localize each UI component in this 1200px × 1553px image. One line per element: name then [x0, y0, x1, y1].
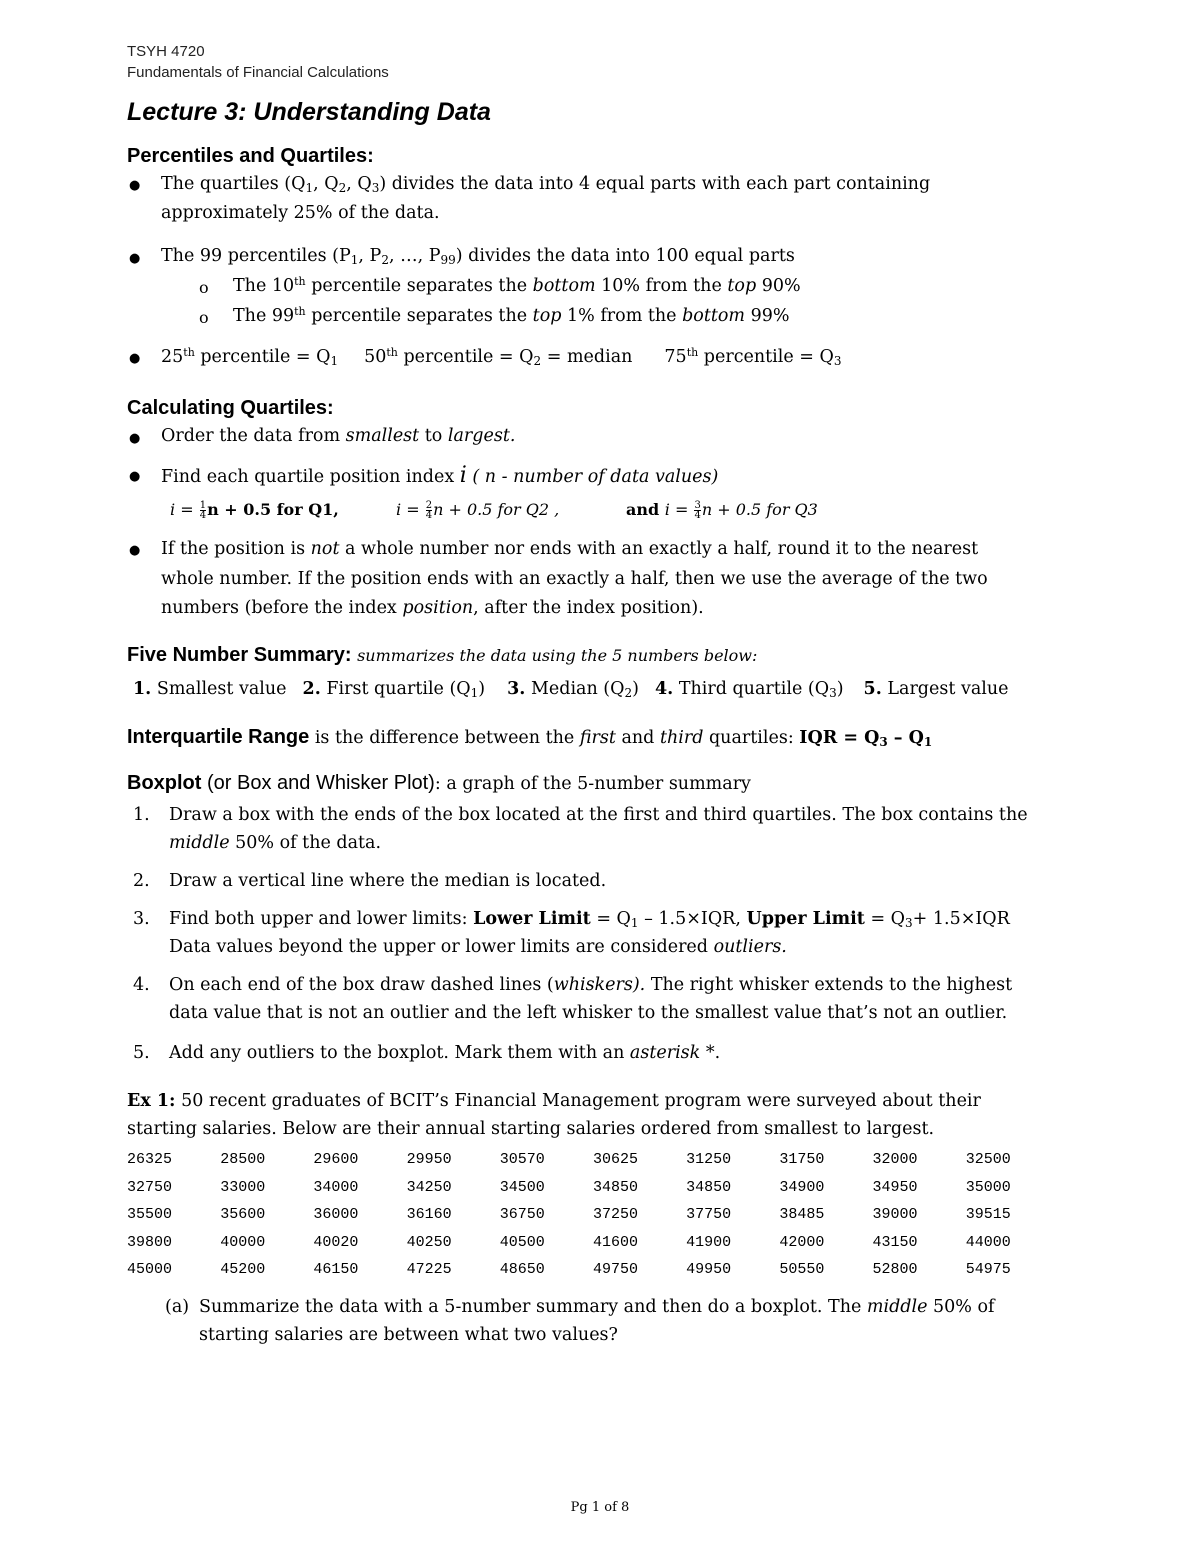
rounding-rule: If the position is not a whole number nor ends with an exactly a half, round it to the nearest [161, 539, 979, 559]
rounding-rule-line3: numbers (before the index position, after the index position). [161, 598, 704, 618]
table-row: 39800 40000 40020 40250 40500 41600 41900 42000 43150 44000 [127, 1233, 1011, 1251]
quartile-percentile-equivalence: 25th percentile = Q1 50th percentile = Q2 = median 75th percentile = Q3 [161, 346, 842, 368]
boxplot-step-4: On each end of the box draw dashed lines (whiskers). The right whisker extends to the highest [169, 975, 1013, 995]
bullet-icon: ● [129, 543, 141, 558]
percentile-10-note: The 10th percentile separates the bottom 10% from the top 90% [233, 275, 801, 296]
q1-formula: i = $\frac{1}{4}$ n + 0.5 for Q1, [170, 500, 339, 521]
lecture-title: Lecture 3: Understanding Data [127, 98, 491, 126]
table-row: 35500 35600 36000 36160 36750 37250 37750 38485 39000 39515 [127, 1206, 1011, 1223]
q2-formula: i = $\frac{2}{4}$ n + 0.5 for Q2 , [396, 500, 560, 521]
order-data-step: Order the data from smallest to largest. [161, 426, 516, 446]
iqr-formula: IQR = Q3 – Q1 [799, 728, 933, 749]
boxplot-heading: Boxplot (or Box and Whisker Plot): a graph of the 5-number summary [127, 772, 751, 794]
step-number: 4. [133, 975, 150, 995]
q3-formula: and i = $\frac{3}{4}$ n + 0.5 for Q3 [626, 500, 818, 521]
circle-bullet-icon: o [199, 308, 209, 327]
boxplot-step-2: Draw a vertical line where the median is located. [169, 871, 607, 891]
bullet-icon: ● [129, 178, 141, 193]
five-number-summary-list: 1. Smallest value 2. First quartile (Q1) 3. Median (Q2) 4. Third quartile (Q3) 5. Largest value [133, 679, 1009, 700]
boxplot-step-3: Find both upper and lower limits: Lower Limit = Q1 – 1.5×IQR, Upper Limit = Q3+ 1.5×IQR [169, 909, 1010, 930]
boxplot-step-3-line2: Data values beyond the upper or lower limits are considered outliers. [169, 937, 787, 957]
step-number: 1. [133, 805, 150, 825]
bullet-icon: ● [129, 251, 141, 266]
table-row: 32750 33000 34000 34250 34500 34850 34850 34900 34950 35000 [127, 1178, 1011, 1196]
course-code: TSYH 4720 [127, 43, 205, 60]
position-index-step: Find each quartile position index i ( n - number of data values) [161, 463, 719, 488]
question-a-label: (a) [165, 1297, 190, 1317]
step-number: 2. [133, 871, 150, 891]
percentile-99-note: The 99th percentile separates the top 1% from the bottom 99% [233, 305, 790, 326]
boxplot-step-4-line2: data value that is not an outlier and the left whisker to the smallest value that’s not an outlier. [169, 1003, 1008, 1023]
rounding-rule-line2: whole number. If the position ends with an exactly a half, then we use the average of the two [161, 569, 988, 589]
percentiles-definition: The 99 percentiles (P1, P2, …, P99) divides the data into 100 equal parts [161, 246, 795, 267]
course-name: Fundamentals of Financial Calculations [127, 64, 389, 81]
question-a: Summarize the data with a 5-number summary and then do a boxplot. The middle 50% of [199, 1297, 995, 1317]
salary-data-table [127, 1151, 1059, 1289]
example-1-intro-line2: starting salaries. Below are their annual starting salaries ordered from smallest to largest. [127, 1119, 935, 1139]
quartiles-definition-line2: approximately 25% of the data. [161, 203, 440, 223]
boxplot-step-1-line2: middle 50% of the data. [169, 833, 382, 853]
example-1-intro: Ex 1: 50 recent graduates of BCIT’s Financial Management program were surveyed about their [127, 1091, 981, 1111]
bullet-icon: ● [129, 351, 141, 366]
percentiles-heading: Percentiles and Quartiles: [127, 145, 374, 167]
step-number: 5. [133, 1043, 150, 1063]
boxplot-step-5: Add any outliers to the boxplot. Mark them with an asterisk *. [169, 1043, 721, 1063]
table-row: 45000 45200 46150 47225 48650 49750 49950 50550 52800 54975 [127, 1261, 1011, 1278]
bullet-icon: ● [129, 469, 141, 484]
table-row: 26325 28500 29600 29950 30570 30625 31250 31750 32000 32500 [127, 1151, 1011, 1168]
iqr-definition: Interquartile Range is the difference between the first and third quartiles: IQR = Q3 – Q1 [127, 726, 933, 749]
bullet-icon: ● [129, 431, 141, 446]
quartiles-definition: The quartiles (Q1, Q2, Q3) divides the data into 4 equal parts with each part containing [161, 174, 931, 195]
calculating-quartiles-heading: Calculating Quartiles: [127, 397, 334, 419]
page-number: Pg 1 of 8 [570, 1500, 630, 1515]
circle-bullet-icon: o [199, 278, 209, 297]
five-number-summary-heading: Five Number Summary: summarizes the data using the 5 numbers below: [127, 644, 758, 666]
boxplot-step-1: Draw a box with the ends of the box located at the first and third quartiles. The box contains the [169, 805, 1028, 825]
step-number: 3. [133, 909, 150, 929]
question-a-line2: starting salaries are between what two values? [199, 1325, 618, 1345]
